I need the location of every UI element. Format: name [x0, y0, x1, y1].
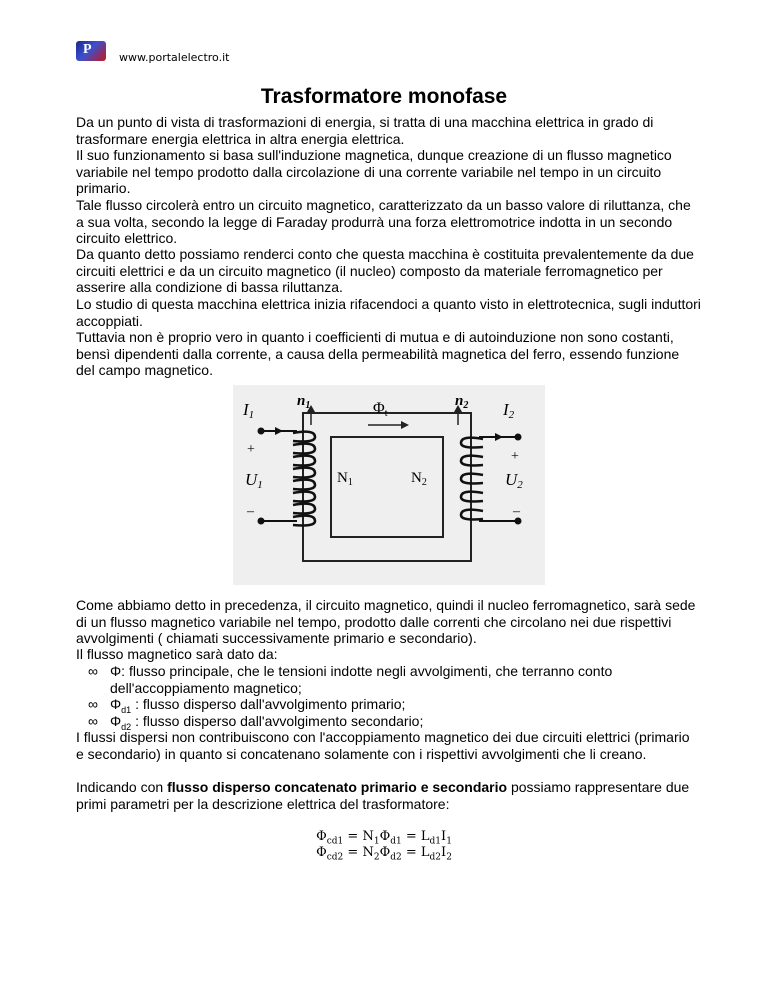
bullet-mark: ∞ — [88, 713, 98, 729]
label-N2: $N_2$ — [411, 470, 427, 488]
equation-secondary: $\Phi_{cd2} = N_2\Phi_{d2} = L_{d2}I_2$ — [316, 845, 452, 863]
label-n2: $n_2$ — [455, 393, 469, 411]
portalelectro-logo — [76, 41, 106, 61]
logo-letter: P — [83, 42, 92, 57]
paragraph-flussi-dispersi: I flussi dispersi non contribuiscono con l'accoppiamento magnetico dei due circuiti elettrici (primario e secondario) in quanto si concatenano solamente con i rispettivi avvolgimenti che li creano. — [76, 729, 690, 762]
label-minus-2: – — [513, 504, 520, 519]
label-U1: U1 — [245, 470, 263, 491]
label-I1: I1 — [243, 400, 255, 421]
paragraph-intro: Da un punto di vista di trasformazioni di energia, si tratta di una macchina elettrica in grado di trasformare energia elettrica in altra energia elettrica. — [76, 114, 654, 147]
label-N1: $N_1$ — [337, 470, 353, 488]
paragraph-studio: Lo studio di questa macchina elettrica inizia rifacendoci a quanto visto in elettrotecnica, sugli induttori accoppiati. — [76, 296, 701, 329]
site-url[interactable]: www.portalelectro.it — [119, 51, 230, 64]
paragraph-tuttavia: Tuttavia non è proprio vero in quanto i coefficienti di mutua e di autoinduzione non sono costanti, bensì dipendenti dalla corrente, a causa della permeabilità magnetica del ferro, essendo funzione del campo magnetico. — [76, 329, 680, 378]
page-title: Trasformatore monofase — [260, 85, 508, 108]
bullet-flusso-primario: ∞ $\Phi_{d1}$ : flusso disperso dall'avvolgimento primario; — [88, 696, 406, 715]
label-U2: U2 — [505, 470, 523, 491]
magnetic-core — [303, 413, 471, 561]
bullet-mark: ∞ — [88, 696, 98, 712]
paragraph-funzionamento: Il suo funzionamento si basa sull'induzione magnetica, dunque creazione di un flusso magnetico variabile nel tempo prodotto dalla circolazione di una corrente variabile nel tempo in un circuito primario. — [76, 147, 672, 196]
transformer-diagram — [233, 385, 545, 585]
equation-primary: $\Phi_{cd1} = N_1\Phi_{d1} = L_{d1}I_1$ — [316, 829, 452, 847]
bullet-flusso-principale: ∞ Φ: flusso principale, che le tensioni indotte negli avvolgimenti, che terranno conto dell'accoppiamento magnetico; — [88, 663, 613, 696]
bullet-flusso-secondario: ∞ $\Phi_{d2}$ : flusso disperso dall'avvolgimento secondario; — [88, 713, 424, 732]
paragraph-circuito: Come abbiamo detto in precedenza, il circuito magnetico, quindi il nucleo ferromagnetico, sarà sede di un flusso magnetico variabile nel tempo, prodotto dalle correnti che circolano nei due rispettivi avvolgimenti ( chiamati successivamente primario e secondario). — [76, 597, 696, 646]
label-minus-1: – — [247, 504, 254, 519]
paragraph-indicando: Indicando con flusso disperso concatenato primario e secondario possiamo rappresentare due primi parametri per la descrizione elettrica del trasformatore: — [76, 779, 690, 812]
label-phi-t: Φt — [373, 400, 388, 419]
paragraph-flusso: Tale flusso circolerà entro un circuito magnetico, caratterizzato da un basso valore di riluttanza, che a sua volta, secondo la legge di Faraday produrrà una forza elettromotrice indotta in un secondo circuito elettrico. — [76, 197, 691, 246]
bullet-mark: ∞ — [88, 663, 98, 679]
label-I2: I2 — [503, 400, 515, 421]
label-plus-2: + — [511, 449, 519, 464]
paragraph-costituzione: Da quanto detto possiamo renderci conto che questa macchina è costituita prevalentemente da due circuiti elettrici e da un circuito magnetico (il nucleo) composto da materiale ferromagnetico per asserire alla condizione di bassa riluttanza. — [76, 246, 694, 295]
label-plus-1: + — [247, 442, 255, 457]
paragraph-flusso-dato: Il flusso magnetico sarà dato da: — [76, 646, 278, 662]
label-n1: $n_1$ — [297, 393, 311, 411]
